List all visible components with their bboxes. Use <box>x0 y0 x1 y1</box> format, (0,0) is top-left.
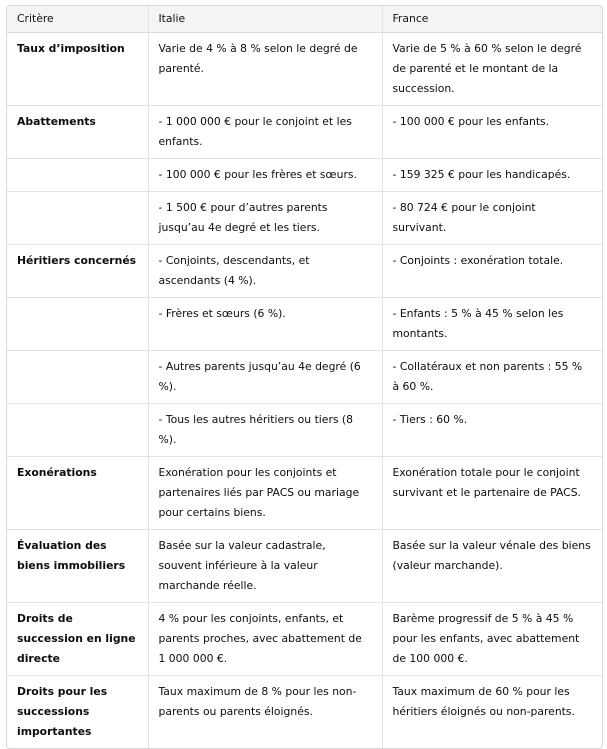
criterion-cell <box>7 159 148 192</box>
table-row <box>7 603 602 676</box>
comparison-table-container <box>6 5 603 749</box>
criterion-cell <box>7 404 148 457</box>
criterion-cell <box>7 298 148 351</box>
header-france: France <box>382 6 602 33</box>
france-cell: - 159 325 € pour les handicapés. <box>382 159 602 192</box>
italie-cell: 4 % pour les conjoints, enfants, et parents proches, avec abattement de 1 000 000 €. <box>148 603 382 676</box>
france-cell: - 80 724 € pour le conjoint survivant. <box>382 192 602 245</box>
italie-cell: - Autres parents jusqu’au 4e degré (6 %). <box>148 351 382 404</box>
table-row <box>7 457 602 530</box>
table-row <box>7 676 602 749</box>
header-italie: Italie <box>148 6 382 33</box>
table-row <box>7 192 602 245</box>
italie-cell: - 100 000 € pour les frères et sœurs. <box>148 159 382 192</box>
italie-cell: Exonération pour les conjoints et partenaires liés par PACS ou mariage pour certains biens. <box>148 457 382 530</box>
criterion-cell: Droits pour les successions importantes <box>7 676 148 749</box>
italie-cell: Basée sur la valeur cadastrale, souvent inférieure à la valeur marchande réelle. <box>148 530 382 603</box>
table-row <box>7 404 602 457</box>
italie-cell: Taux maximum de 8 % pour les non-parents ou parents éloignés. <box>148 676 382 749</box>
france-cell: - Enfants : 5 % à 45 % selon les montants. <box>382 298 602 351</box>
table-row <box>7 530 602 603</box>
criterion-cell: Héritiers concernés <box>7 245 148 298</box>
comparison-table <box>7 6 602 748</box>
table-row <box>7 159 602 192</box>
table-row <box>7 351 602 404</box>
table-header-row <box>7 6 602 33</box>
italie-cell: - Tous les autres héritiers ou tiers (8 %). <box>148 404 382 457</box>
table-row <box>7 33 602 106</box>
italie-cell: Varie de 4 % à 8 % selon le degré de parenté. <box>148 33 382 106</box>
france-cell: - 100 000 € pour les enfants. <box>382 106 602 159</box>
table-row <box>7 106 602 159</box>
france-cell: Varie de 5 % à 60 % selon le degré de parenté et le montant de la succession. <box>382 33 602 106</box>
criterion-cell <box>7 192 148 245</box>
france-cell: Barème progressif de 5 % à 45 % pour les enfants, avec abattement de 100 000 €. <box>382 603 602 676</box>
italie-cell: - 1 500 € pour d’autres parents jusqu’au 4e degré et les tiers. <box>148 192 382 245</box>
criterion-cell: Taux d’imposition <box>7 33 148 106</box>
france-cell: Basée sur la valeur vénale des biens (valeur marchande). <box>382 530 602 603</box>
italie-cell: - Conjoints, descendants, et ascendants (4 %). <box>148 245 382 298</box>
france-cell: - Collatéraux et non parents : 55 % à 60 %. <box>382 351 602 404</box>
france-cell: Taux maximum de 60 % pour les héritiers éloignés ou non-parents. <box>392 685 575 718</box>
italie-cell: - Frères et sœurs (6 %). <box>148 298 382 351</box>
france-cell: - Conjoints : exonération totale. <box>382 245 602 298</box>
criterion-cell: Droits de succession en ligne directe <box>7 603 148 676</box>
table-row <box>7 298 602 351</box>
italie-cell: - 1 000 000 € pour le conjoint et les enfants. <box>148 106 382 159</box>
france-cell: Exonération totale pour le conjoint survivant et le partenaire de PACS. <box>382 457 602 530</box>
criterion-cell: Évaluation des biens immobiliers <box>7 530 148 603</box>
criterion-cell: Exonérations <box>7 457 148 530</box>
header-criterion: Critère <box>7 6 148 33</box>
criterion-cell: Abattements <box>7 106 148 159</box>
table-row <box>7 245 602 298</box>
criterion-cell <box>7 351 148 404</box>
france-cell: - Tiers : 60 %. <box>382 404 602 457</box>
